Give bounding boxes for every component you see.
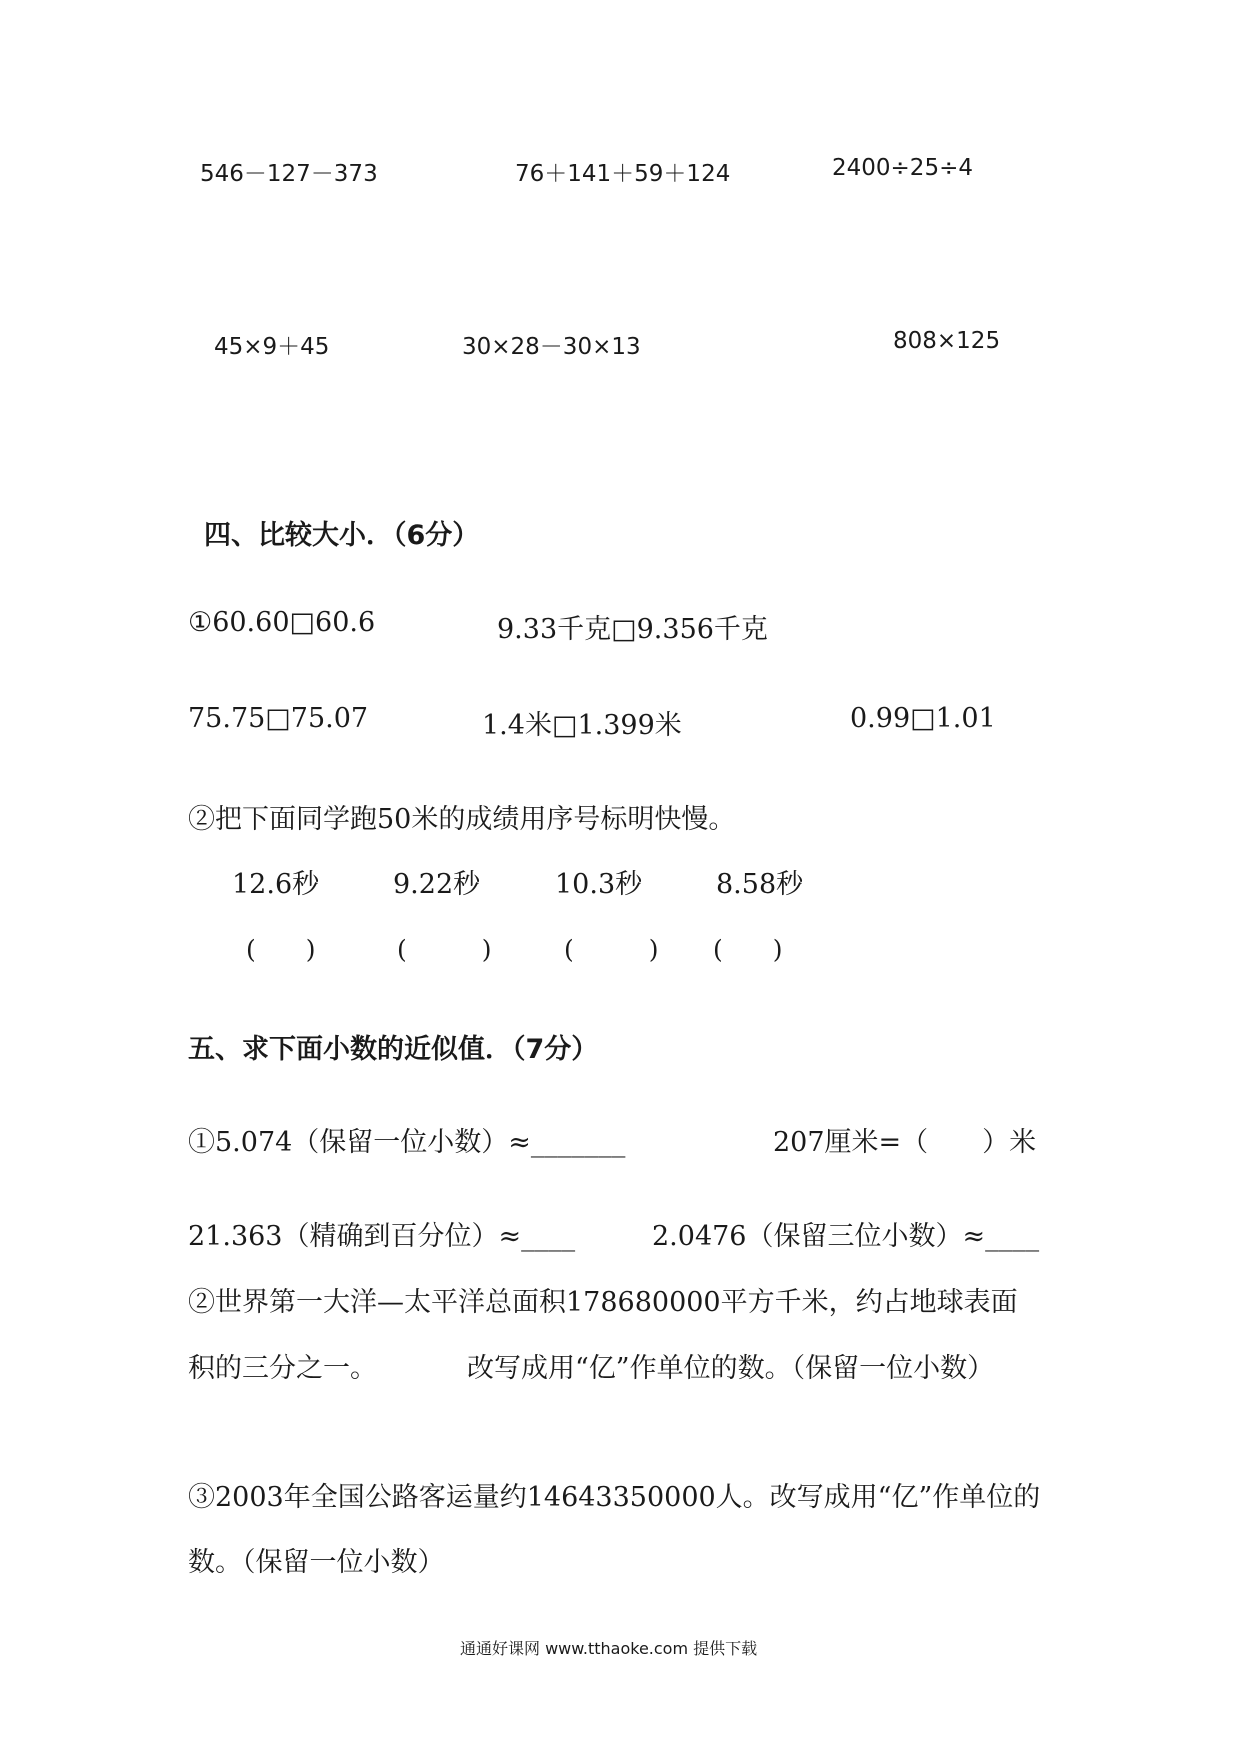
question-text: 积的三分之一。 xyxy=(188,1353,377,1384)
approx-item: 21.363（精确到百分位）≈____ xyxy=(188,1221,576,1252)
answer-blank[interactable]: ( ) xyxy=(246,935,316,964)
footer-text: 通通好课网 www.tthaoke.com 提供下载 xyxy=(460,1639,758,1658)
approx-item: ①5.074（保留一位小数）≈_______ xyxy=(188,1127,626,1158)
question-text: 数。（保留一位小数） xyxy=(188,1547,445,1578)
compare-item: 1.4米□1.399米 xyxy=(482,710,682,741)
question-text: ③2003年全国公路客运量约14643350000人。改写成用“亿”作单位的 xyxy=(188,1482,1041,1513)
compare-item: 9.33千克□9.356千克 xyxy=(497,614,768,645)
run-time: 9.22秒 xyxy=(393,869,481,900)
question-text: ②世界第一大洋—太平洋总面积178680000平方千米，约占地球表面 xyxy=(188,1287,1018,1318)
calc-expression: 546－127－373 xyxy=(200,161,378,187)
answer-blank[interactable]: ( ) xyxy=(713,935,783,964)
run-time: 10.3秒 xyxy=(555,869,643,900)
section-5-heading: 五、求下面小数的近似值．（7分） xyxy=(188,1034,599,1065)
answer-blank[interactable]: ( ) xyxy=(564,935,659,964)
calc-expression: 2400÷25÷4 xyxy=(832,155,973,181)
calc-expression: 30×28－30×13 xyxy=(462,334,641,360)
question-text: ②把下面同学跑50米的成绩用序号标明快慢。 xyxy=(188,804,736,835)
compare-item: 0.99□1.01 xyxy=(850,703,996,734)
section-4-heading: 四、比较大小．（6分） xyxy=(204,520,480,551)
compare-item: ①60.60□60.6 xyxy=(188,607,376,638)
run-time: 12.6秒 xyxy=(232,869,320,900)
calc-expression: 808×125 xyxy=(893,328,1001,354)
calc-expression: 76＋141＋59＋124 xyxy=(515,161,731,187)
run-time: 8.58秒 xyxy=(716,869,804,900)
calc-expression: 45×9＋45 xyxy=(214,334,330,360)
approx-item: 2.0476（保留三位小数）≈____ xyxy=(652,1221,1040,1252)
answer-blank[interactable]: ( ) xyxy=(397,935,492,964)
approx-item: 207厘米=（ ）米 xyxy=(773,1127,1037,1158)
question-text: 改写成用“亿”作单位的数。（保留一位小数） xyxy=(467,1353,995,1384)
compare-item: 75.75□75.07 xyxy=(188,703,369,734)
